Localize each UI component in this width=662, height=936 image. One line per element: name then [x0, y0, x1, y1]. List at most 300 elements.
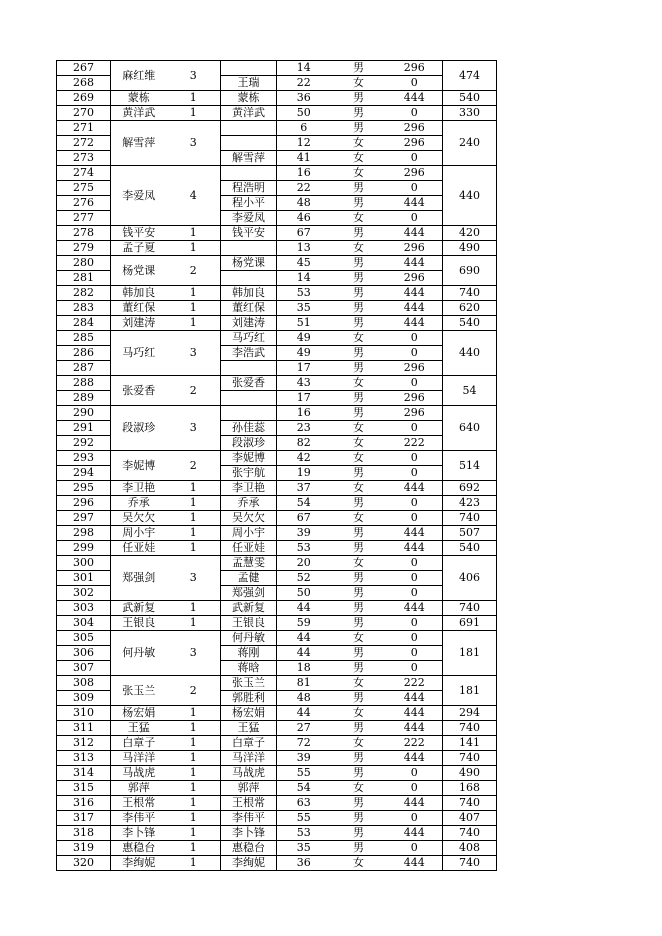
row-number-cell: 284: [57, 316, 111, 331]
table-row: [57, 241, 497, 256]
table-row: [57, 301, 497, 316]
gender-cell: 男: [331, 541, 387, 556]
age-cell: 35: [277, 841, 331, 856]
row-number-cell: 285: [57, 331, 111, 346]
total-cell: 740: [443, 751, 497, 766]
row-number-cell: 292: [57, 436, 111, 451]
total-cell: 507: [443, 526, 497, 541]
total-cell: 740: [443, 826, 497, 841]
gender-cell: 女: [331, 481, 387, 496]
member-name-cell: 黄洋武: [221, 106, 277, 121]
gender-cell: 女: [331, 736, 387, 751]
row-number-cell: 299: [57, 541, 111, 556]
household-head-cell: 杨党课: [111, 256, 167, 286]
member-name-cell: 周小宇: [221, 526, 277, 541]
member-count-cell: 1: [167, 706, 221, 721]
household-head-cell: 杨宏娟: [111, 706, 167, 721]
gender-cell: 男: [331, 316, 387, 331]
age-cell: 67: [277, 511, 331, 526]
gender-cell: 男: [331, 526, 387, 541]
table-row: [57, 451, 497, 466]
gender-cell: 男: [331, 796, 387, 811]
gender-cell: 男: [331, 661, 387, 676]
member-count-cell: 1: [167, 286, 221, 301]
member-name-cell: [221, 391, 277, 406]
table-row: [57, 61, 497, 76]
age-cell: 50: [277, 106, 331, 121]
household-head-cell: 白章子: [111, 736, 167, 751]
total-cell: 740: [443, 601, 497, 616]
age-cell: 48: [277, 196, 331, 211]
member-name-cell: 李卜锋: [221, 826, 277, 841]
age-cell: 41: [277, 151, 331, 166]
age-cell: 55: [277, 811, 331, 826]
amount-cell: 296: [387, 241, 443, 256]
amount-cell: 0: [387, 421, 443, 436]
gender-cell: 男: [331, 646, 387, 661]
amount-cell: 0: [387, 616, 443, 631]
household-head-cell: 马巧红: [111, 331, 167, 376]
gender-cell: 女: [331, 136, 387, 151]
row-number-cell: 281: [57, 271, 111, 286]
total-cell: 440: [443, 166, 497, 226]
amount-cell: 444: [387, 196, 443, 211]
member-name-cell: 刘建涛: [221, 316, 277, 331]
member-count-cell: 3: [167, 61, 221, 91]
age-cell: 22: [277, 76, 331, 91]
row-number-cell: 271: [57, 121, 111, 136]
amount-cell: 296: [387, 361, 443, 376]
household-head-cell: 李卜锋: [111, 826, 167, 841]
household-head-cell: 张爱香: [111, 376, 167, 406]
age-cell: 42: [277, 451, 331, 466]
amount-cell: 444: [387, 856, 443, 871]
amount-cell: 296: [387, 121, 443, 136]
row-number-cell: 303: [57, 601, 111, 616]
member-name-cell: [221, 166, 277, 181]
member-name-cell: 郑强剑: [221, 586, 277, 601]
member-name-cell: 李妮博: [221, 451, 277, 466]
member-name-cell: [221, 271, 277, 286]
gender-cell: 男: [331, 466, 387, 481]
amount-cell: 444: [387, 286, 443, 301]
amount-cell: 296: [387, 136, 443, 151]
member-name-cell: 张宇航: [221, 466, 277, 481]
gender-cell: 女: [331, 151, 387, 166]
table-row: [57, 781, 497, 796]
member-count-cell: 3: [167, 631, 221, 676]
member-name-cell: [221, 241, 277, 256]
gender-cell: 女: [331, 856, 387, 871]
age-cell: 12: [277, 136, 331, 151]
member-count-cell: 1: [167, 91, 221, 106]
gender-cell: 男: [331, 346, 387, 361]
table-row: [57, 766, 497, 781]
gender-cell: 女: [331, 421, 387, 436]
gender-cell: 男: [331, 256, 387, 271]
row-number-cell: 269: [57, 91, 111, 106]
total-cell: 141: [443, 736, 497, 751]
member-name-cell: 王猛: [221, 721, 277, 736]
household-head-cell: 李爱凤: [111, 166, 167, 226]
row-number-cell: 296: [57, 496, 111, 511]
amount-cell: 222: [387, 676, 443, 691]
household-head-cell: 段淑珍: [111, 406, 167, 451]
amount-cell: 0: [387, 631, 443, 646]
amount-cell: 0: [387, 346, 443, 361]
table-row: [57, 106, 497, 121]
table-row: [57, 616, 497, 631]
age-cell: 55: [277, 766, 331, 781]
member-name-cell: 杨宏娟: [221, 706, 277, 721]
member-name-cell: 孟健: [221, 571, 277, 586]
gender-cell: 男: [331, 196, 387, 211]
row-number-cell: 306: [57, 646, 111, 661]
age-cell: 44: [277, 646, 331, 661]
age-cell: 16: [277, 406, 331, 421]
gender-cell: 女: [331, 676, 387, 691]
table-row: [57, 481, 497, 496]
gender-cell: 女: [331, 706, 387, 721]
row-number-cell: 268: [57, 76, 111, 91]
gender-cell: 男: [331, 586, 387, 601]
household-head-cell: 乔承: [111, 496, 167, 511]
row-number-cell: 273: [57, 151, 111, 166]
gender-cell: 男: [331, 751, 387, 766]
household-head-cell: 马洋洋: [111, 751, 167, 766]
row-number-cell: 288: [57, 376, 111, 391]
amount-cell: 296: [387, 391, 443, 406]
member-count-cell: 3: [167, 556, 221, 601]
gender-cell: 女: [331, 376, 387, 391]
household-head-cell: 何丹敏: [111, 631, 167, 676]
gender-cell: 女: [331, 331, 387, 346]
row-number-cell: 320: [57, 856, 111, 871]
amount-cell: 444: [387, 226, 443, 241]
total-cell: 168: [443, 781, 497, 796]
amount-cell: 0: [387, 766, 443, 781]
member-count-cell: 3: [167, 331, 221, 376]
member-name-cell: 马巧红: [221, 331, 277, 346]
table-row: [57, 826, 497, 841]
gender-cell: 男: [331, 811, 387, 826]
total-cell: 740: [443, 511, 497, 526]
amount-cell: 0: [387, 376, 443, 391]
total-cell: 540: [443, 541, 497, 556]
member-count-cell: 3: [167, 121, 221, 166]
member-name-cell: 孟慧雯: [221, 556, 277, 571]
amount-cell: 296: [387, 271, 443, 286]
member-count-cell: 2: [167, 376, 221, 406]
amount-cell: 0: [387, 151, 443, 166]
gender-cell: 男: [331, 286, 387, 301]
age-cell: 43: [277, 376, 331, 391]
total-cell: 407: [443, 811, 497, 826]
member-name-cell: 王瑞: [221, 76, 277, 91]
row-number-cell: 293: [57, 451, 111, 466]
row-number-cell: 314: [57, 766, 111, 781]
table-row: [57, 166, 497, 181]
age-cell: 59: [277, 616, 331, 631]
gender-cell: 男: [331, 766, 387, 781]
household-head-cell: 郑强剑: [111, 556, 167, 601]
amount-cell: 0: [387, 76, 443, 91]
household-head-cell: 马战虎: [111, 766, 167, 781]
member-count-cell: 1: [167, 601, 221, 616]
row-number-cell: 280: [57, 256, 111, 271]
member-count-cell: 1: [167, 736, 221, 751]
member-count-cell: 1: [167, 856, 221, 871]
row-number-cell: 286: [57, 346, 111, 361]
household-head-cell: 钱平安: [111, 226, 167, 241]
household-head-cell: 周小宇: [111, 526, 167, 541]
member-name-cell: 程浩明: [221, 181, 277, 196]
member-name-cell: 蒋刚: [221, 646, 277, 661]
member-count-cell: 1: [167, 301, 221, 316]
member-name-cell: 马洋洋: [221, 751, 277, 766]
amount-cell: 0: [387, 451, 443, 466]
row-number-cell: 311: [57, 721, 111, 736]
amount-cell: 296: [387, 166, 443, 181]
total-cell: 540: [443, 91, 497, 106]
amount-cell: 0: [387, 496, 443, 511]
age-cell: 53: [277, 286, 331, 301]
table-row: [57, 601, 497, 616]
row-number-cell: 318: [57, 826, 111, 841]
age-cell: 36: [277, 91, 331, 106]
member-name-cell: 王银良: [221, 616, 277, 631]
member-name-cell: 韩加良: [221, 286, 277, 301]
member-name-cell: 郭萍: [221, 781, 277, 796]
amount-cell: 0: [387, 781, 443, 796]
table-row: [57, 736, 497, 751]
household-head-cell: 李绚妮: [111, 856, 167, 871]
total-cell: 691: [443, 616, 497, 631]
member-name-cell: 董红保: [221, 301, 277, 316]
household-head-cell: 郭萍: [111, 781, 167, 796]
total-cell: 740: [443, 286, 497, 301]
row-number-cell: 300: [57, 556, 111, 571]
table-row: [57, 796, 497, 811]
member-name-cell: 杨党课: [221, 256, 277, 271]
age-cell: 13: [277, 241, 331, 256]
table-row: [57, 631, 497, 646]
amount-cell: 444: [387, 526, 443, 541]
member-name-cell: 马战虎: [221, 766, 277, 781]
member-count-cell: 1: [167, 526, 221, 541]
row-number-cell: 319: [57, 841, 111, 856]
gender-cell: 男: [331, 691, 387, 706]
household-head-cell: 解雪萍: [111, 121, 167, 166]
member-name-cell: [221, 361, 277, 376]
row-number-cell: 315: [57, 781, 111, 796]
total-cell: 514: [443, 451, 497, 481]
age-cell: 17: [277, 391, 331, 406]
member-name-cell: 惠稳台: [221, 841, 277, 856]
member-name-cell: 任亚娃: [221, 541, 277, 556]
gender-cell: 男: [331, 226, 387, 241]
member-name-cell: 乔承: [221, 496, 277, 511]
amount-cell: 444: [387, 796, 443, 811]
age-cell: 22: [277, 181, 331, 196]
amount-cell: 0: [387, 181, 443, 196]
row-number-cell: 308: [57, 676, 111, 691]
member-count-cell: 1: [167, 481, 221, 496]
row-number-cell: 270: [57, 106, 111, 121]
member-count-cell: 1: [167, 751, 221, 766]
table-row: [57, 721, 497, 736]
amount-cell: 444: [387, 481, 443, 496]
total-cell: 540: [443, 316, 497, 331]
gender-cell: 男: [331, 571, 387, 586]
row-number-cell: 290: [57, 406, 111, 421]
amount-cell: 444: [387, 316, 443, 331]
row-number-cell: 312: [57, 736, 111, 751]
row-number-cell: 294: [57, 466, 111, 481]
table-row: [57, 811, 497, 826]
gender-cell: 女: [331, 511, 387, 526]
row-number-cell: 278: [57, 226, 111, 241]
row-number-cell: 282: [57, 286, 111, 301]
amount-cell: 0: [387, 466, 443, 481]
gender-cell: 男: [331, 121, 387, 136]
total-cell: 423: [443, 496, 497, 511]
member-count-cell: 1: [167, 316, 221, 331]
amount-cell: 0: [387, 661, 443, 676]
household-head-cell: 蒙栋: [111, 91, 167, 106]
row-number-cell: 279: [57, 241, 111, 256]
row-number-cell: 313: [57, 751, 111, 766]
amount-cell: 444: [387, 91, 443, 106]
total-cell: 690: [443, 256, 497, 286]
age-cell: 37: [277, 481, 331, 496]
gender-cell: 男: [331, 841, 387, 856]
member-name-cell: 郭胜利: [221, 691, 277, 706]
table-row: [57, 751, 497, 766]
household-head-cell: 王银良: [111, 616, 167, 631]
age-cell: 53: [277, 826, 331, 841]
gender-cell: 女: [331, 556, 387, 571]
member-count-cell: 1: [167, 766, 221, 781]
member-name-cell: 吴欠欠: [221, 511, 277, 526]
table-row: [57, 496, 497, 511]
gender-cell: 女: [331, 211, 387, 226]
member-name-cell: 白章子: [221, 736, 277, 751]
amount-cell: 0: [387, 841, 443, 856]
member-name-cell: 李爱凤: [221, 211, 277, 226]
total-cell: 490: [443, 766, 497, 781]
gender-cell: 女: [331, 451, 387, 466]
table-row: [57, 316, 497, 331]
member-count-cell: 1: [167, 541, 221, 556]
member-count-cell: 1: [167, 796, 221, 811]
member-name-cell: 张爱香: [221, 376, 277, 391]
member-count-cell: 1: [167, 721, 221, 736]
member-name-cell: 解雪萍: [221, 151, 277, 166]
gender-cell: 男: [331, 616, 387, 631]
gender-cell: 男: [331, 361, 387, 376]
member-name-cell: 李卫艳: [221, 481, 277, 496]
amount-cell: 444: [387, 601, 443, 616]
household-head-cell: 吴欠欠: [111, 511, 167, 526]
row-number-cell: 310: [57, 706, 111, 721]
member-name-cell: 武新复: [221, 601, 277, 616]
age-cell: 54: [277, 781, 331, 796]
age-cell: 35: [277, 301, 331, 316]
total-cell: 240: [443, 121, 497, 166]
amount-cell: 444: [387, 706, 443, 721]
household-head-cell: 孟子夏: [111, 241, 167, 256]
amount-cell: 0: [387, 106, 443, 121]
row-number-cell: 289: [57, 391, 111, 406]
table-row: [57, 331, 497, 346]
amount-cell: 0: [387, 586, 443, 601]
total-cell: 474: [443, 61, 497, 91]
member-name-cell: 钱平安: [221, 226, 277, 241]
age-cell: 39: [277, 751, 331, 766]
age-cell: 50: [277, 586, 331, 601]
member-count-cell: 2: [167, 451, 221, 481]
total-cell: 408: [443, 841, 497, 856]
member-name-cell: [221, 61, 277, 76]
table-row: [57, 511, 497, 526]
age-cell: 53: [277, 541, 331, 556]
age-cell: 44: [277, 706, 331, 721]
gender-cell: 男: [331, 61, 387, 76]
member-name-cell: [221, 121, 277, 136]
data-table: [56, 60, 497, 871]
age-cell: 27: [277, 721, 331, 736]
amount-cell: 0: [387, 811, 443, 826]
member-count-cell: 1: [167, 226, 221, 241]
row-number-cell: 302: [57, 586, 111, 601]
age-cell: 72: [277, 736, 331, 751]
amount-cell: 444: [387, 256, 443, 271]
member-name-cell: 蒋晗: [221, 661, 277, 676]
row-number-cell: 274: [57, 166, 111, 181]
amount-cell: 444: [387, 751, 443, 766]
age-cell: 67: [277, 226, 331, 241]
household-head-cell: 武新复: [111, 601, 167, 616]
amount-cell: 444: [387, 541, 443, 556]
total-cell: 181: [443, 676, 497, 706]
age-cell: 52: [277, 571, 331, 586]
member-name-cell: 王根常: [221, 796, 277, 811]
total-cell: 406: [443, 556, 497, 601]
table-body: [57, 61, 497, 871]
total-cell: 181: [443, 631, 497, 676]
gender-cell: 女: [331, 781, 387, 796]
table-row: [57, 256, 497, 271]
table-row: [57, 406, 497, 421]
age-cell: 82: [277, 436, 331, 451]
total-cell: 692: [443, 481, 497, 496]
age-cell: 18: [277, 661, 331, 676]
household-head-cell: 王猛: [111, 721, 167, 736]
member-count-cell: 1: [167, 511, 221, 526]
member-count-cell: 2: [167, 676, 221, 706]
member-count-cell: 1: [167, 616, 221, 631]
gender-cell: 女: [331, 631, 387, 646]
member-count-cell: 2: [167, 256, 221, 286]
table-row: [57, 526, 497, 541]
amount-cell: 0: [387, 646, 443, 661]
age-cell: 63: [277, 796, 331, 811]
member-count-cell: 1: [167, 781, 221, 796]
amount-cell: 296: [387, 61, 443, 76]
member-name-cell: 何丹敏: [221, 631, 277, 646]
household-head-cell: 任亚娃: [111, 541, 167, 556]
